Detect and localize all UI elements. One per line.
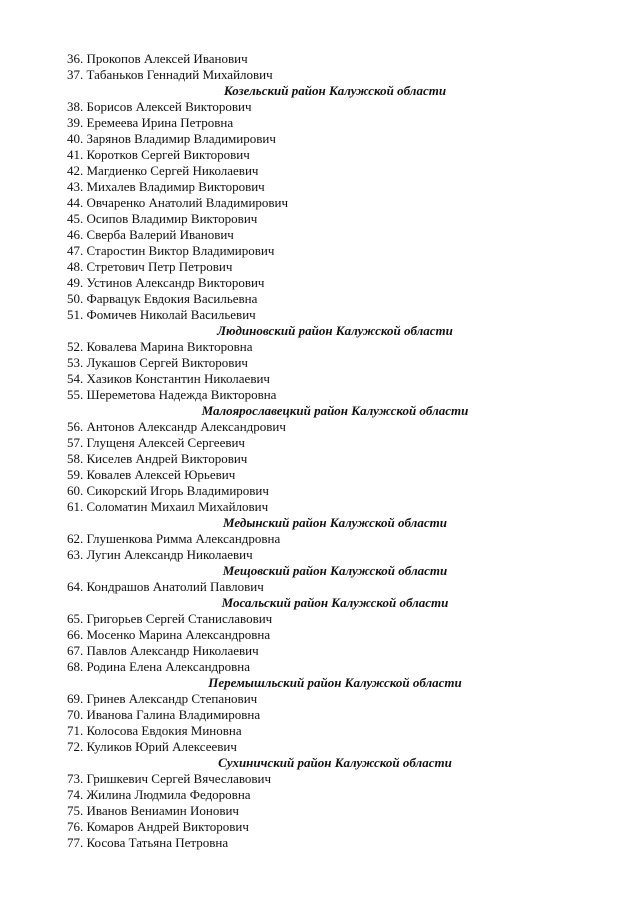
- list-item: 60. Сикорский Игорь Владимирович: [67, 483, 269, 498]
- district-heading: Людиновский район Калужской области: [217, 323, 453, 338]
- list-item: 64. Кондрашов Анатолий Павлович: [67, 579, 264, 594]
- list-item: 58. Киселев Андрей Викторович: [67, 451, 248, 466]
- list-item: 76. Комаров Андрей Викторович: [67, 819, 249, 834]
- list-item: 55. Шереметова Надежда Викторовна: [67, 387, 277, 402]
- district-heading: Медынский район Калужской области: [223, 515, 447, 530]
- list-item: 51. Фомичев Николай Васильевич: [67, 307, 256, 322]
- list-item: 61. Соломатин Михаил Михайлович: [67, 499, 269, 514]
- district-heading: Малоярославецкий район Калужской области: [201, 403, 469, 418]
- list-item: 36. Прокопов Алексей Иванович: [67, 51, 248, 66]
- list-item: 53. Лукашов Сергей Викторович: [67, 355, 248, 370]
- list-item: 71. Колосова Евдокия Миновна: [67, 723, 242, 738]
- list-item: 42. Магдиенко Сергей Николаевич: [67, 163, 259, 178]
- list-item: 46. Сверба Валерий Иванович: [67, 227, 234, 242]
- list-item: 66. Мосенко Марина Александровна: [67, 627, 271, 642]
- list-item: 48. Стретович Петр Петрович: [67, 259, 233, 274]
- list-item: 67. Павлов Александр Николаевич: [67, 643, 259, 658]
- district-heading: Перемышльский район Калужской области: [208, 675, 462, 690]
- list-item: 40. Зарянов Владимир Владимирович: [67, 131, 276, 146]
- list-item: 75. Иванов Вениамин Ионович: [67, 803, 239, 818]
- list-item: 70. Иванова Галина Владимировна: [67, 707, 261, 722]
- list-item: 72. Куликов Юрий Алексеевич: [67, 739, 237, 754]
- list-item: 59. Ковалев Алексей Юрьевич: [67, 467, 236, 482]
- district-heading: Сухиничский район Калужской области: [218, 755, 452, 770]
- list-item: 63. Лугин Александр Николаевич: [67, 547, 253, 562]
- list-item: 37. Табаньков Геннадий Михайлович: [67, 67, 273, 82]
- list-item: 69. Гринев Александр Степанович: [67, 691, 258, 706]
- district-heading: Козельский район Калужской области: [223, 83, 447, 98]
- list-item: 41. Коротков Сергей Викторович: [67, 147, 250, 162]
- list-item: 68. Родина Елена Александровна: [67, 659, 251, 674]
- name-list: [0, 51, 640, 851]
- list-item: 45. Осипов Владимир Викторович: [67, 211, 258, 226]
- list-item: 73. Гришкевич Сергей Вячеславович: [67, 771, 272, 786]
- list-item: 77. Косова Татьяна Петровна: [67, 835, 229, 850]
- list-item: 54. Хазиков Константин Николаевич: [67, 371, 270, 386]
- list-item: 49. Устинов Александр Викторович: [67, 275, 265, 290]
- list-item: 56. Антонов Александр Александрович: [67, 419, 286, 434]
- list-item: 52. Ковалева Марина Викторовна: [67, 339, 253, 354]
- list-item: 50. Фарвацук Евдокия Васильевна: [67, 291, 258, 306]
- list-item: 47. Старостин Виктор Владимирович: [67, 243, 275, 258]
- list-item: 39. Еремеева Ирина Петровна: [67, 115, 234, 130]
- list-item: 62. Глушенкова Римма Александровна: [67, 531, 281, 546]
- list-item: 44. Овчаренко Анатолий Владимирович: [67, 195, 289, 210]
- list-item: 65. Григорьев Сергей Станиславович: [67, 611, 273, 626]
- district-heading: Мосальский район Калужской области: [221, 595, 449, 610]
- list-item: 43. Михалев Владимир Викторович: [67, 179, 265, 194]
- district-heading: Мещовский район Калужской области: [222, 563, 448, 578]
- list-item: 38. Борисов Алексей Викторович: [67, 99, 252, 114]
- list-item: 57. Глущеня Алексей Сергеевич: [67, 435, 245, 450]
- list-item: 74. Жилина Людмила Федоровна: [67, 787, 251, 802]
